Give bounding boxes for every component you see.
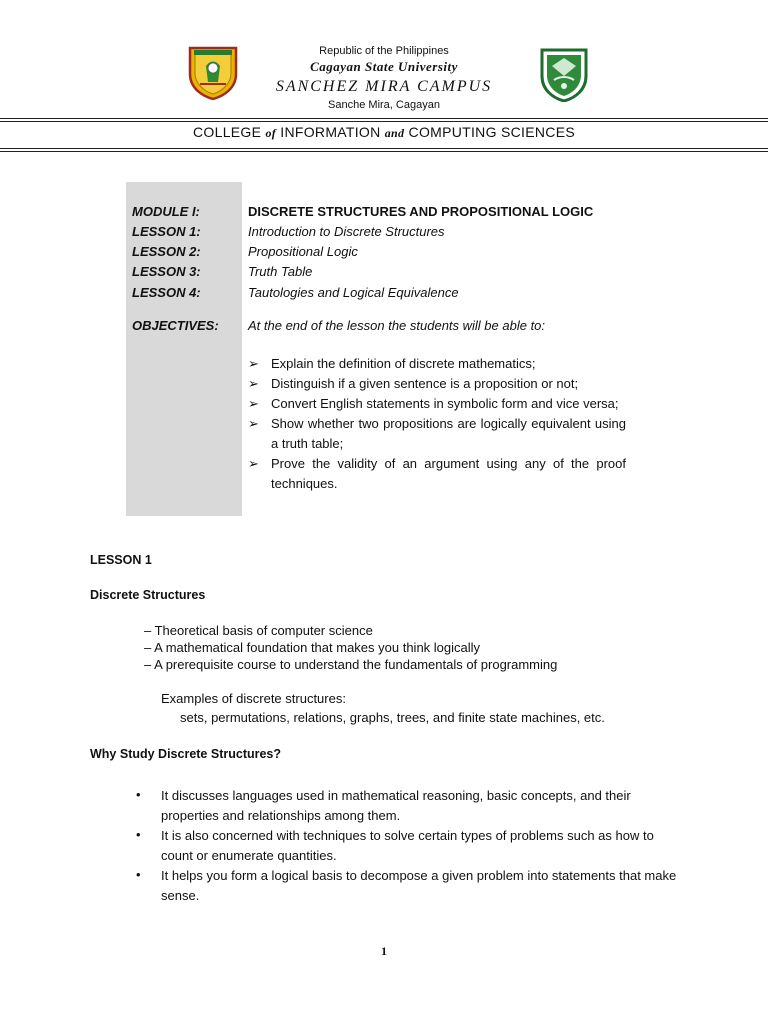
objectives-intro: At the end of the lesson the students will be able to: bbox=[248, 318, 546, 333]
objective-item bbox=[248, 394, 626, 414]
definition-line: – A prerequisite course to understand the fundamentals of programming bbox=[144, 657, 558, 672]
objective-text: Convert English statements in symbolic form and vice versa; bbox=[271, 396, 619, 411]
objectives-label: OBJECTIVES: bbox=[132, 318, 219, 333]
why-bullet-text: It discusses languages used in mathematical reasoning, basic concepts, and their properties and relationships among them. bbox=[161, 788, 631, 823]
college-word-1: COLLEGE bbox=[193, 124, 262, 140]
why-bullet-text: It helps you form a logical basis to decompose a given problem into statements that make sense. bbox=[161, 868, 677, 903]
objective-item bbox=[248, 354, 626, 374]
lesson-2-title: Propositional Logic bbox=[248, 244, 358, 259]
campus-address: Sanche Mira, Cagayan bbox=[328, 99, 440, 111]
page-number: 1 bbox=[381, 944, 387, 958]
why-bullet-text: It is also concerned with techniques to solve certain types of problems such as how to count or enumerate quantities. bbox=[161, 828, 654, 863]
objective-text: Explain the definition of discrete mathematics; bbox=[271, 356, 536, 371]
objective-text: Show whether two propositions are logically equivalent using a truth table; bbox=[271, 416, 626, 451]
bullet-icon: • bbox=[136, 787, 141, 802]
arrow-bullet-icon: ➢ bbox=[248, 456, 259, 471]
why-study-heading: Why Study Discrete Structures? bbox=[90, 747, 282, 761]
objective-text: Prove the validity of an argument using any of the proof techniques. bbox=[271, 456, 626, 491]
header-rule-bottom-2 bbox=[0, 151, 768, 152]
header-rule-bottom bbox=[0, 148, 768, 149]
college-word-2: INFORMATION bbox=[280, 124, 381, 140]
lesson-4-label: LESSON 4: bbox=[132, 285, 201, 300]
definition-line: – A mathematical foundation that makes you think logically bbox=[144, 640, 481, 655]
objective-item bbox=[248, 414, 626, 454]
college-word-3: COMPUTING bbox=[408, 124, 497, 140]
objectives-list bbox=[248, 354, 626, 494]
campus-name: SANCHEZ MIRA CAMPUS bbox=[275, 78, 493, 95]
lesson-4-title: Tautologies and Logical Equivalence bbox=[248, 285, 459, 300]
bullet-icon: • bbox=[136, 867, 141, 882]
republic-line: Republic of the Philippines bbox=[319, 45, 449, 57]
header-rule-top bbox=[0, 118, 768, 119]
university-name: Cagayan State University bbox=[310, 59, 458, 74]
college-word-4: SCIENCES bbox=[501, 124, 575, 140]
lesson-1-title: Introduction to Discrete Structures bbox=[248, 224, 445, 239]
definition-line: – Theoretical basis of computer science bbox=[144, 623, 373, 638]
lesson-2-label: LESSON 2: bbox=[132, 244, 201, 259]
lesson-3-title: Truth Table bbox=[248, 264, 313, 279]
lesson-1-label: LESSON 1: bbox=[132, 224, 201, 239]
lesson-3-label: LESSON 3: bbox=[132, 264, 201, 279]
objective-item bbox=[248, 454, 626, 494]
lesson-heading: LESSON 1 bbox=[90, 553, 152, 567]
bullet-icon: • bbox=[136, 827, 141, 842]
module-label: MODULE I: bbox=[132, 204, 200, 219]
objective-text: Distinguish if a given sentence is a proposition or not; bbox=[271, 376, 579, 391]
arrow-bullet-icon: ➢ bbox=[248, 416, 259, 431]
college-connector-of: of bbox=[265, 126, 277, 140]
header-rule-top-2 bbox=[0, 121, 768, 122]
arrow-bullet-icon: ➢ bbox=[248, 356, 259, 371]
college-connector-and: and bbox=[384, 126, 405, 140]
discrete-structures-heading: Discrete Structures bbox=[90, 588, 206, 602]
arrow-bullet-icon: ➢ bbox=[248, 396, 259, 411]
examples-list: sets, permutations, relations, graphs, trees, and finite state machines, etc. bbox=[180, 710, 605, 725]
objective-item bbox=[248, 374, 626, 394]
college-name bbox=[0, 124, 768, 141]
arrow-bullet-icon: ➢ bbox=[248, 376, 259, 391]
module-title: DISCRETE STRUCTURES AND PROPOSITIONAL LOGIC bbox=[248, 204, 594, 219]
examples-label: Examples of discrete structures: bbox=[161, 691, 346, 706]
